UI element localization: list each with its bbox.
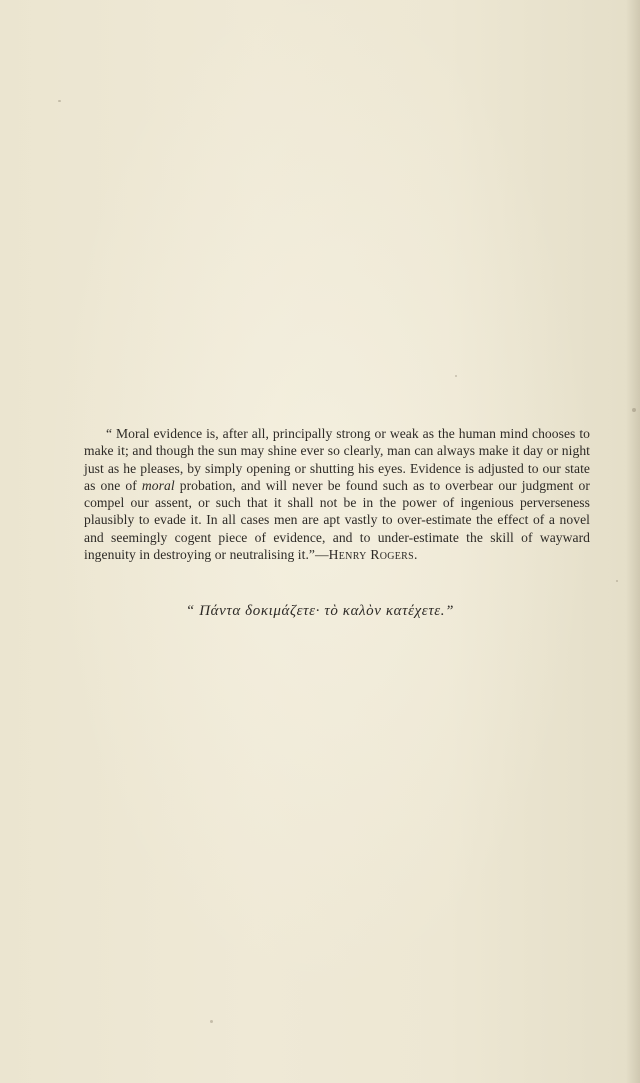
epigraph-text-part-2: probation, and will never be found such as to overbear our judgment or compel our assent, or such that it shall not be in the power of ingenious perverseness plausibly to evade it. In all cases men are apt vastly to over-estimate the effect of a novel and seemingly cogent piece of evidence, and to under-estimate the skill of wayward ingenuity in destroying or neutralising it.”— <box>84 477 590 563</box>
page-edge-shadow <box>626 0 640 1083</box>
paper-speck <box>616 580 618 582</box>
paper-speck <box>58 100 61 102</box>
paper-speck <box>632 408 636 412</box>
paper-speck <box>210 1020 213 1023</box>
epigraph-text-part-1: Moral evidence is, after all, principally strong or weak as the human mind chooses to make it; and though the sun may shine ever so clearly, man can always make it day or night just as he pleases, by simply opening or shutting his eyes. Evidence is adjusted to our state as one of <box>84 426 591 493</box>
epigraph-open-quote: “ <box>106 426 113 441</box>
epigraph-attribution: Henry Rogers. <box>328 547 418 563</box>
epigraph-italic-word: moral <box>141 477 175 493</box>
paper-speck <box>455 375 457 377</box>
greek-quotation: “ Πάντα δοκιμάζετε· τὸ καλὸν κατέχετε.” <box>185 603 455 619</box>
epigraph-paragraph <box>84 425 590 563</box>
